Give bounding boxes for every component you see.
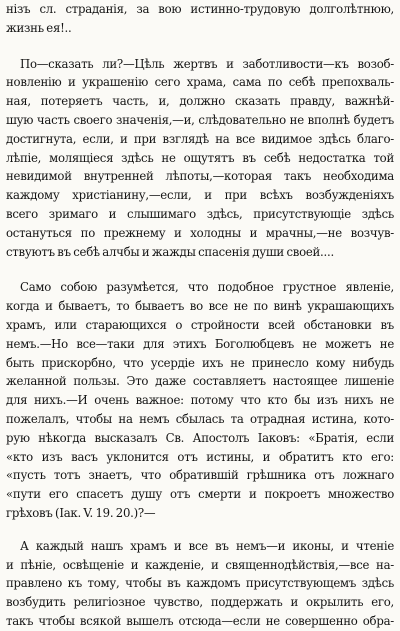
text-line: нізъ сл. страданія, за вою истинно-трудовую долголѣтнюю, (6, 2, 394, 16)
text-line: желанной пользы. Это даже составляетъ настоящее лишеніе (6, 374, 394, 389)
text-line: и пѣніе, освѣщеніе и кажденіе, и священнодѣйствія,—все на- (6, 557, 394, 572)
text-line: жизнь ея!.. (6, 20, 72, 35)
paragraph (6, 278, 394, 522)
text-line: «кто изъ васъ уклонится отъ истины, и обратитъ кто его: (6, 449, 394, 464)
text-line: правлено къ тому, чтобы въ каждомъ присутствующемъ здѣсь (6, 576, 394, 591)
text-line: А каждый нашъ храмъ и все въ немъ—и иконы, и чтеніе (20, 538, 394, 553)
paragraph (6, 0, 394, 38)
text-line: «пусть тотъ знаетъ, что обратившій грѣшника отъ ложнаго (6, 468, 394, 483)
paragraph-gap (6, 523, 394, 537)
text-line: для нихъ.—И очень важное: потому что кто бы изъ нихъ не (6, 393, 394, 408)
text-line: грѣховъ (Іак. V. 19. 20.)?— (6, 505, 156, 520)
text-line: рую нѣкогда высказалъ Св. Апостолъ Іаковъ: «Братія, если (6, 430, 394, 445)
text-line: храмъ, или старающихся о стройности всей обстановки въ (6, 317, 394, 332)
text-line: Само собою разумѣется, что подобное грустное явленіе, (20, 280, 394, 295)
text-line: быть прискорбно, что усердіе ихъ не принесло кому нибудь (6, 355, 394, 370)
text-line: «пути его спасетъ душу отъ смерти и покроетъ множество (6, 487, 394, 502)
paragraph (6, 537, 394, 631)
text-line: когда и бываетъ, то бываетъ во все не по винѣ украшающихъ (6, 299, 394, 314)
text-line: ная, потеряетъ часть, и, должно сказать правду, важнѣй- (6, 94, 394, 109)
text-line: такъ чтобы всякой вышелъ отсюда—если не совершенно обра- (6, 613, 394, 628)
paragraph-gap (6, 38, 394, 55)
text-line: невидимой внутренней лѣпоты,—которая такъ необходима (6, 169, 394, 184)
text-line: новленію и украшенію сего храма, сама по себѣ препохваль- (6, 75, 394, 90)
text-line: каждому христіанину,—если, и при всѣхъ возбужденіяхъ (6, 188, 394, 203)
text-line: По—сказать ли?—Цѣль жертвъ и заботливости—къ возоб- (20, 56, 394, 71)
text-line: ствуютъ въ себѣ алчбы и жажды спасенія души своей.... (6, 244, 334, 259)
paragraph (6, 55, 394, 262)
text-line: шую часть своего значенія,—и, слѣдовательно не вполнѣ будетъ (6, 112, 394, 127)
text-line: достигнута, если, и при взглядѣ на все видимое здѣсь благо- (6, 131, 394, 146)
text-line: остануться по прежнему и холодны и мрачны,—не возчув- (6, 225, 394, 240)
text-line: всего зримаго и слышимаго здѣсь, присутствующіе здѣсь (6, 206, 394, 221)
text-line: возбудить религіозное чувство, поддержать и окрылить его, (6, 595, 394, 610)
document-body (6, 0, 394, 631)
text-line: пожелалъ, чтобы на немъ сбылась та отрадная истина, кото- (6, 411, 394, 426)
text-line: немъ.—Но все—таки для этихъ Боголюбцевъ не можетъ не (6, 336, 394, 351)
text-line: лѣпіе, молящіеся здѣсь не ощутятъ въ себѣ недостатка той (6, 150, 394, 165)
paragraph-gap (6, 261, 394, 278)
